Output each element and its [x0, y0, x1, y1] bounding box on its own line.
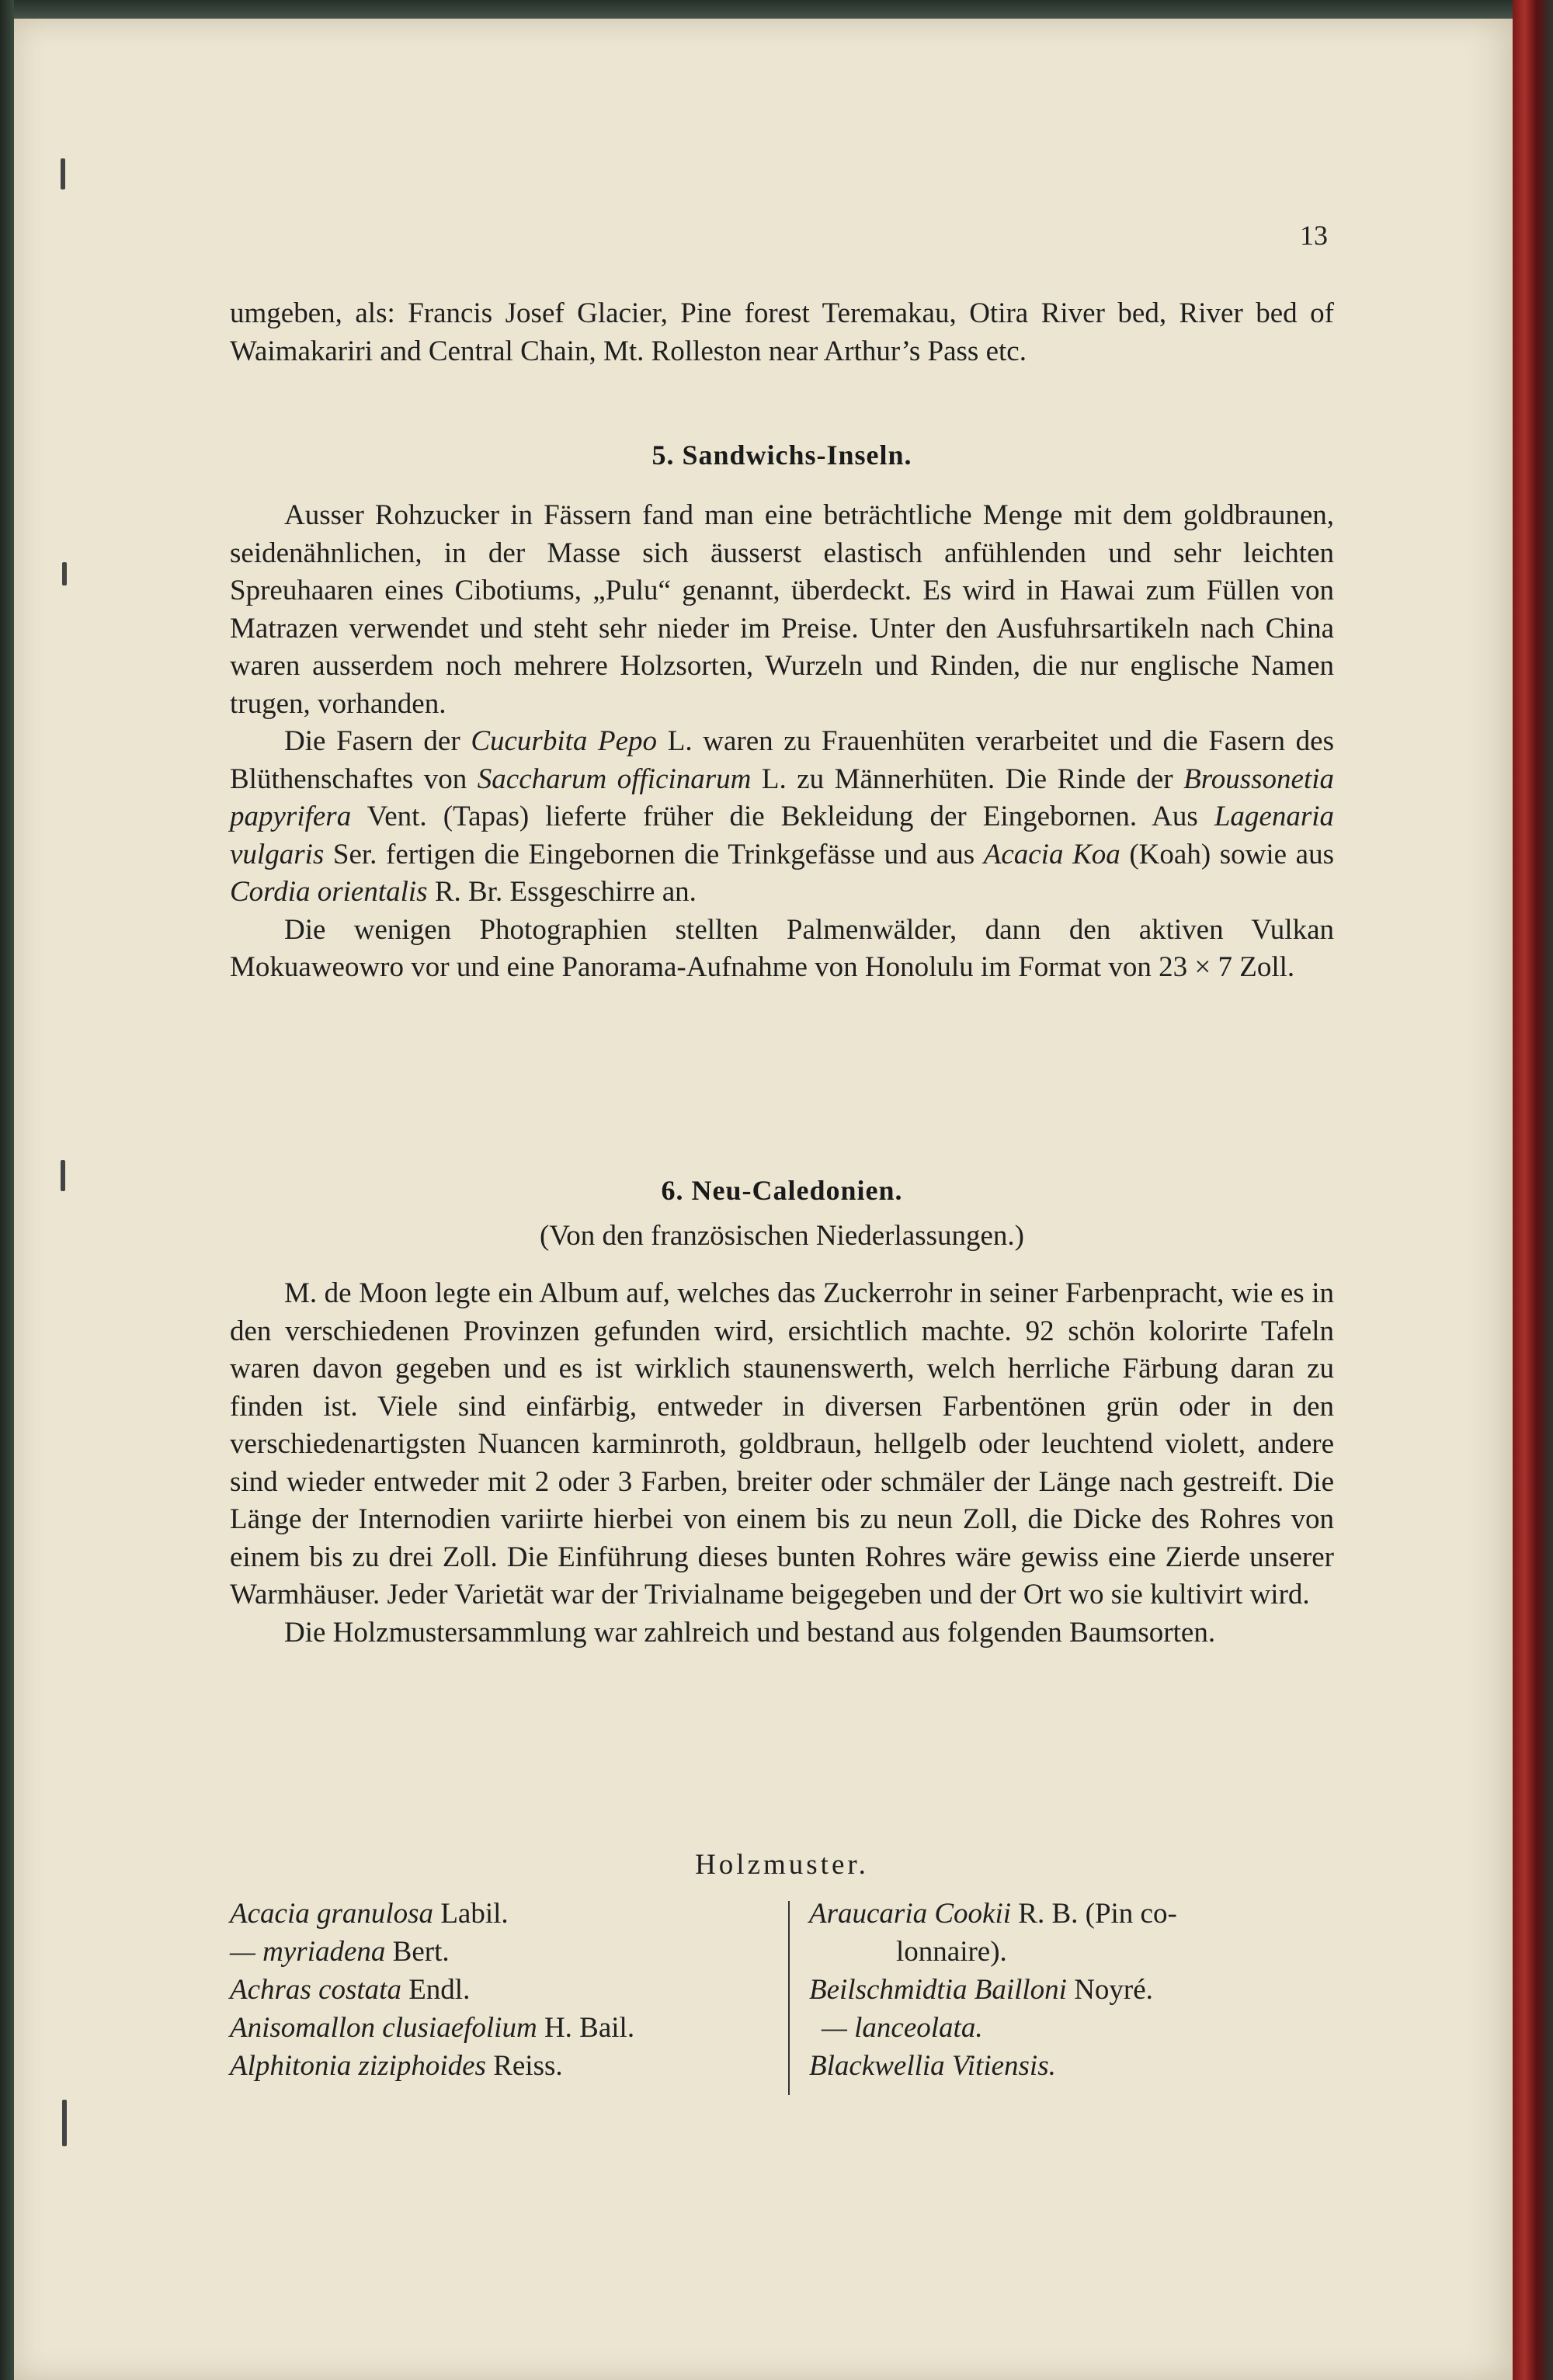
species-entry: Anisomallon clusiaefolium H. Bail. — [230, 2012, 635, 2044]
book-binding-left — [0, 0, 14, 2380]
intro-paragraph — [230, 295, 1334, 370]
species-entry: Acacia granulosa Labil. — [230, 1898, 509, 1930]
species-entry: Araucaria Cookii R. B. (Pin co- — [809, 1898, 1177, 1930]
margin-mark — [61, 1160, 65, 1191]
section-6-paragraph-2: Die Holzmustersammlung war zahlreich und bestand aus folgenden Baumsorten. — [284, 1616, 1216, 1649]
holzmuster-heading: Holzmuster. — [695, 1849, 869, 1881]
holzmuster-right-column — [809, 1895, 1334, 2085]
section-5-paragraph-1: Ausser Rohzucker in Fässern fand man eine beträchtliche Menge mit dem goldbraunen, seidenähnlichen, in der Masse sich äusserst elastisch anfühlenden und sehr leichten Spreuhaaren eines Cibotiums, „Pulu“ genannt, überdeckt. Es wird in Hawai zum Füllen von Matrazen verwendet und steht sehr nieder im Preise. Unter den Ausfuhrsartikeln nach China waren ausserdem noch mehrere Holzsorten, Wurzeln und Rinden, die nur englische Namen trugen, vorhanden. — [230, 499, 1334, 720]
section-6-body — [230, 1275, 1334, 1652]
margin-mark — [62, 2100, 67, 2146]
species-entry: Beilschmidtia Bailloni Noyré. — [809, 1974, 1153, 2006]
holzmuster-left-column — [230, 1895, 789, 2085]
species-entry: Alphitonia ziziphoides Reiss. — [230, 2050, 563, 2082]
species-entry-continuation: lonnaire). — [896, 1936, 1007, 1968]
species-entry: — myriadena Bert. — [230, 1936, 450, 1968]
section-6-paragraph-1: M. de Moon legte ein Album auf, welches das Zuckerrohr in seiner Farbenpracht, wie es in den verschiedenen Provinzen gefunden wird, ersichtlich machte. 92 schön kolorirte Tafeln waren davon gegeben und es ist wirklich staunenswerth, welch herrliche Färbung daran zu finden ist. Viele sind einfärbig, entweder in diversen Farbentönen grün oder in den verschiedenartigsten Nuancen karminroth, goldbraun, hellgelb oder leuchtend violett, andere sind wieder entweder mit 2 oder 3 Farben, breiter oder schmäler der Länge nach gestreift. Die Länge der Internodien variirte hierbei von einem bis zu neun Zoll, die Dicke des Rohres von einem bis zu drei Zoll. Die Einführung dieses bunten Rohres wäre gewiss eine Zierde unserer Warmhäuser. Jeder Varietät war der Trivialname beigegeben und der Ort wo sie kultivirt wird. — [230, 1277, 1334, 1610]
section-5-body — [230, 497, 1334, 987]
book-binding-top — [0, 0, 1553, 19]
book-binding-right — [1513, 0, 1553, 2380]
page-number: 13 — [1300, 220, 1328, 251]
species-entry: Blackwellia Vitiensis. — [809, 2050, 1056, 2082]
margin-mark — [62, 562, 67, 585]
column-divider — [788, 1901, 790, 2095]
section-6-heading: 6. Neu-Caledonien. — [661, 1175, 903, 1206]
section-6-subheading: (Von den französischen Niederlassungen.) — [539, 1220, 1024, 1252]
margin-mark — [61, 158, 65, 189]
section-5-heading: 5. Sandwichs-Inseln. — [651, 440, 912, 471]
species-entry: — lanceolata. — [822, 2012, 983, 2044]
intro-text: umgeben, als: Francis Josef Glacier, Pine forest Teremakau, Otira River bed, River bed of Waimakariri and Central Chain, Mt. Rolleston near Arthur’s Pass etc. — [230, 297, 1334, 367]
section-5-paragraph-2: Die Fasern der Cucurbita Pepo L. waren zu Frauenhüten verarbeitet und die Fasern des Blüthenschaftes von Saccharum officinarum L. zu Männerhüten. Die Rinde der Broussonetia papyrifera Vent. (Tapas) lieferte früher die Bekleidung der Eingebornen. Aus Lagenaria vulgaris Ser. fertigen die Eingebornen die Trinkgefässe und aus Acacia Koa (Koah) sowie aus Cordia orientalis R. Br. Essgeschirre an. — [230, 725, 1335, 908]
section-5-paragraph-3: Die wenigen Photographien stellten Palmenwälder, dann den aktiven Vulkan Mokuaweowro vor und eine Panorama-Aufnahme von Honolulu im Format von 23 × 7 Zoll. — [230, 913, 1334, 983]
species-entry: Achras costata Endl. — [230, 1974, 471, 2006]
